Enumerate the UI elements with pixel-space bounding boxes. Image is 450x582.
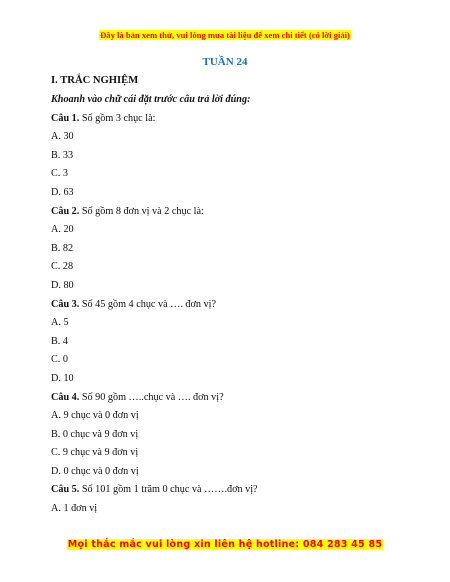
option: B. 0 chục và 9 đơn vị (51, 428, 139, 440)
option: D. 10 (51, 372, 74, 384)
section-title: I. TRẮC NGHIỆM (51, 75, 139, 86)
question-label: Câu 1. (51, 112, 80, 124)
option: C. 3 (51, 168, 68, 180)
option: A. 20 (51, 224, 74, 236)
option: D. 0 chục và 0 đơn vị (51, 465, 139, 477)
preview-notice (0, 25, 450, 43)
question-label: Câu 3. (51, 298, 80, 310)
week-title: TUẦN 24 (202, 56, 248, 68)
question-label: Câu 4. (51, 391, 80, 403)
question-2 (51, 203, 431, 222)
document-body (51, 71, 431, 519)
hotline-notice (0, 534, 450, 552)
option: A. 5 (51, 317, 69, 329)
question-text: Số gồm 8 đơn vị và 2 chục là: (79, 205, 204, 217)
option: D. 80 (51, 279, 74, 291)
question-3 (51, 296, 431, 315)
hotline-notice-text: Mọi thắc mắc vui lòng xin liên hệ hotline: 084 283 45 85 (67, 539, 383, 550)
preview-notice-text: Đây là bản xem thử, vui lòng mua tài liệu để xem chi tiết (có lời giải) (100, 30, 350, 40)
question-label: Câu 2. (51, 205, 80, 217)
option: D. 63 (51, 186, 74, 198)
question-text: Số 101 gồm 1 trăm 0 chục và …….đơn vị? (79, 484, 258, 496)
option: C. 28 (51, 261, 74, 273)
question-label: Câu 5. (51, 484, 80, 496)
question-text: Số 90 gồm …..chục và …. đơn vị? (79, 391, 224, 403)
option: A. 9 chục và 0 đơn vị (51, 410, 139, 422)
option: A. 1 đơn vị (51, 503, 98, 515)
question-5 (51, 481, 431, 500)
instruction-text: Khoanh vào chữ cái đặt trước câu trả lời đúng: (51, 94, 251, 105)
option: B. 33 (51, 149, 74, 161)
question-text: Số 45 gồm 4 chục và …. đơn vị? (79, 298, 216, 310)
question-text: Số gồm 3 chục là: (79, 112, 156, 124)
question-1 (51, 110, 431, 129)
option: A. 30 (51, 131, 74, 143)
option: B. 82 (51, 242, 74, 254)
option: C. 0 (51, 354, 68, 366)
option: C. 9 chục và 9 đơn vị (51, 447, 139, 459)
question-4 (51, 389, 431, 408)
option: B. 4 (51, 335, 68, 347)
